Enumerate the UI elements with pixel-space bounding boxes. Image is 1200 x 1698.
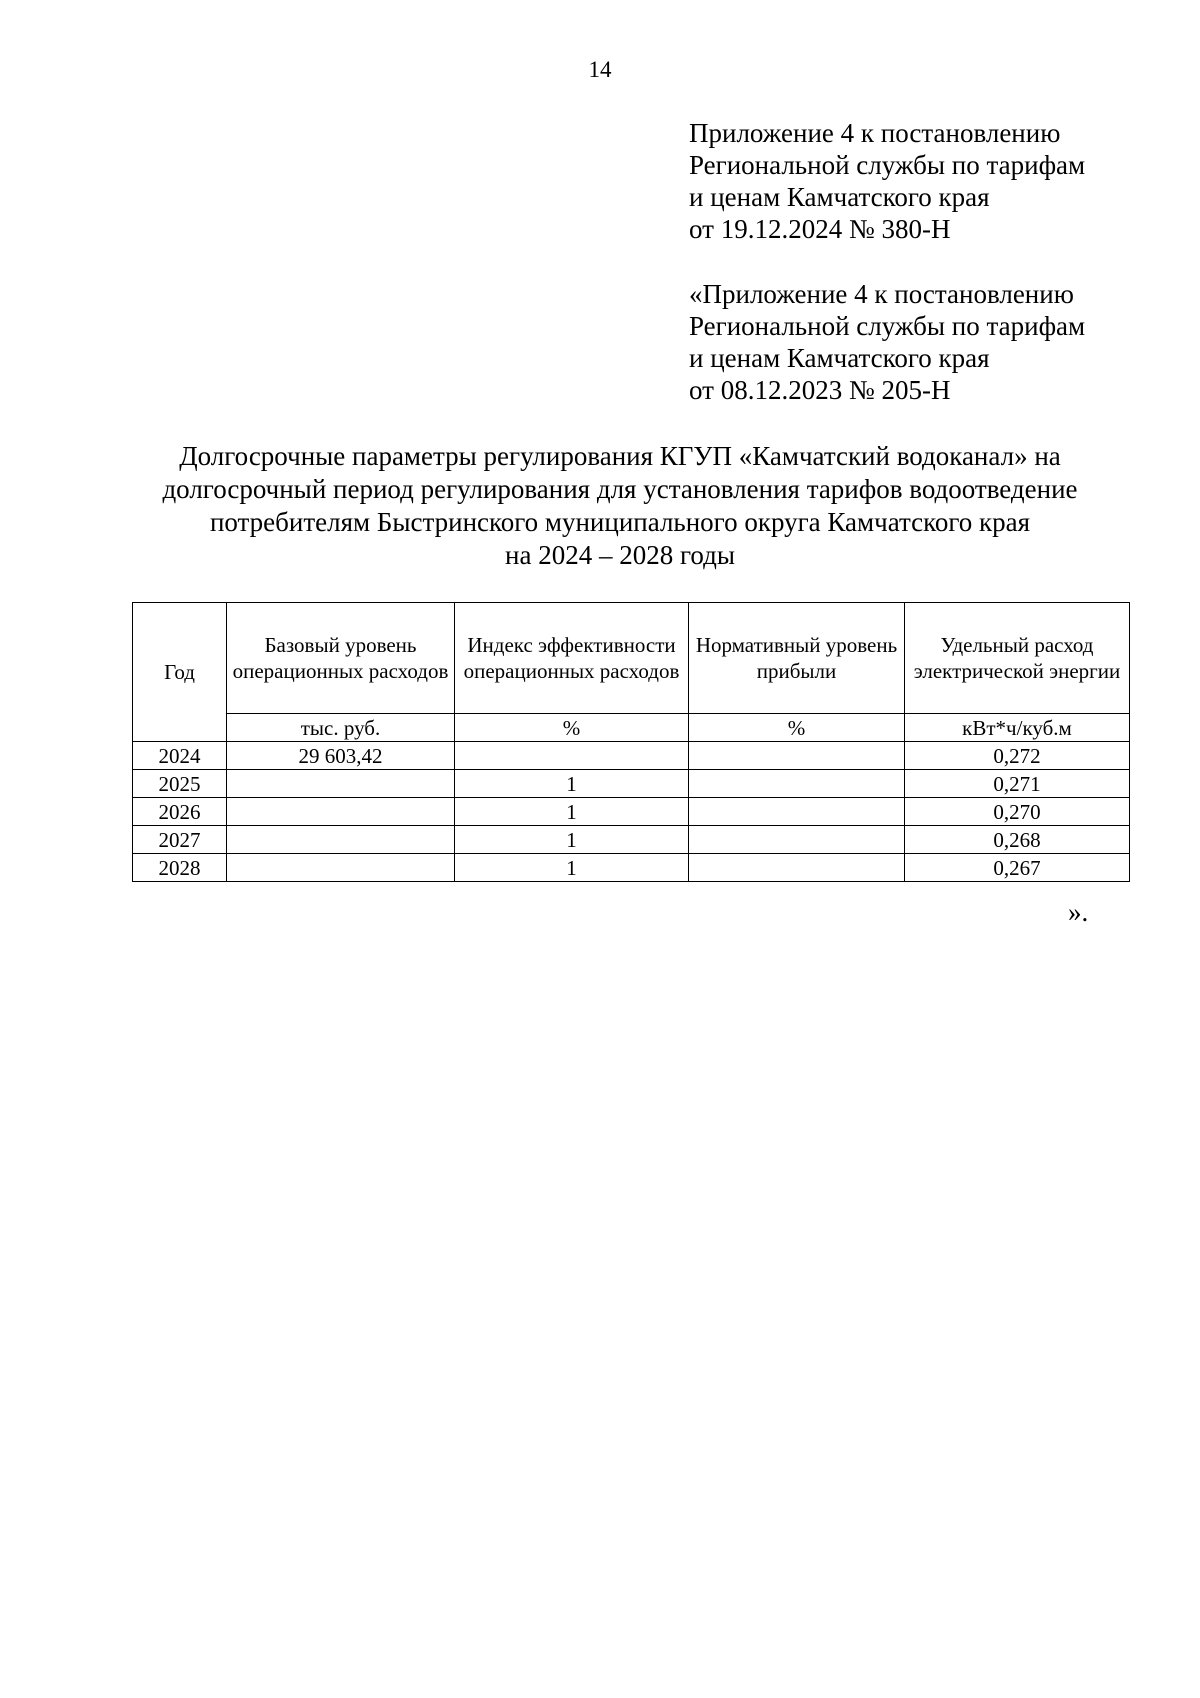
cell-energy: 0,272	[905, 742, 1130, 770]
appendix-line: Приложение 4 к постановлению	[689, 118, 1061, 148]
title-line: на 2024 – 2028 годы	[505, 540, 735, 570]
parameters-table	[132, 602, 1130, 882]
cell-profit	[689, 854, 905, 882]
cell-base	[227, 798, 455, 826]
appendix-line: и ценам Камчатского края	[689, 343, 990, 373]
appendix-line: от 19.12.2024 № 380-Н	[689, 214, 951, 244]
unit-index: %	[455, 714, 689, 742]
header-energy-consumption: Удельный расход электрической энергии	[905, 603, 1130, 714]
title-line: Долгосрочные параметры регулирования КГУП «Камчатский водоканал» на	[179, 441, 1061, 471]
appendix-header-previous	[689, 278, 1159, 406]
cell-index: 1	[455, 770, 689, 798]
cell-energy: 0,270	[905, 798, 1130, 826]
unit-energy: кВт*ч/куб.м	[905, 714, 1130, 742]
cell-energy: 0,268	[905, 826, 1130, 854]
document-title	[120, 440, 1120, 572]
table-row	[133, 770, 1130, 798]
cell-year: 2028	[133, 854, 227, 882]
cell-base	[227, 770, 455, 798]
cell-profit	[689, 798, 905, 826]
cell-base	[227, 826, 455, 854]
header-efficiency-index: Индекс эффективности операционных расходов	[455, 603, 689, 714]
cell-year: 2027	[133, 826, 227, 854]
header-year: Год	[133, 603, 227, 742]
table-header-row	[133, 603, 1130, 714]
cell-energy: 0,267	[905, 854, 1130, 882]
appendix-line: и ценам Камчатского края	[689, 182, 990, 212]
appendix-line: «Приложение 4 к постановлению	[689, 279, 1074, 309]
table-row	[133, 742, 1130, 770]
cell-year: 2026	[133, 798, 227, 826]
cell-year: 2024	[133, 742, 227, 770]
header-profit-level: Нормативный уровень прибыли	[689, 603, 905, 714]
table-units-row	[133, 714, 1130, 742]
unit-profit: %	[689, 714, 905, 742]
cell-base	[227, 854, 455, 882]
table-row	[133, 854, 1130, 882]
closing-quote-mark: ».	[1068, 897, 1089, 927]
cell-index: 1	[455, 798, 689, 826]
cell-index	[455, 742, 689, 770]
cell-year: 2025	[133, 770, 227, 798]
page-number: 14	[588, 57, 612, 82]
appendix-line: Региональной службы по тарифам	[689, 150, 1086, 180]
cell-profit	[689, 826, 905, 854]
cell-index: 1	[455, 854, 689, 882]
appendix-line: Региональной службы по тарифам	[689, 311, 1086, 341]
appendix-header-current	[689, 117, 1159, 245]
cell-profit	[689, 742, 905, 770]
header-base-opex: Базовый уровень операционных расходов	[227, 603, 455, 714]
unit-base: тыс. руб.	[227, 714, 455, 742]
cell-base: 29 603,42	[227, 742, 455, 770]
table-row	[133, 798, 1130, 826]
appendix-line: от 08.12.2023 № 205-Н	[689, 375, 951, 405]
table-row	[133, 826, 1130, 854]
cell-energy: 0,271	[905, 770, 1130, 798]
cell-profit	[689, 770, 905, 798]
title-line: потребителям Быстринского муниципального округа Камчатского края	[209, 507, 1031, 537]
cell-index: 1	[455, 826, 689, 854]
title-line: долгосрочный период регулирования для установления тарифов водоотведение	[162, 474, 1078, 504]
